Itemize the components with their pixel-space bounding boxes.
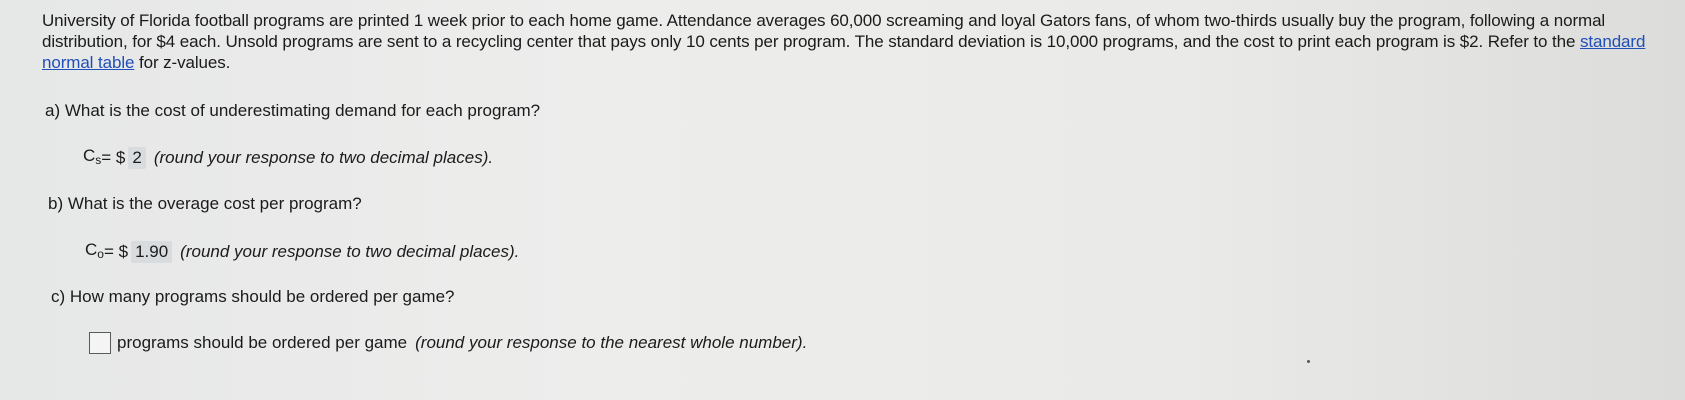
problem-text-end: for z-values.	[134, 53, 231, 72]
answer-c-text: programs should be ordered per game	[117, 333, 408, 352]
answer-row-b	[85, 239, 519, 265]
rounding-note-c: (round your response to the nearest whole number).	[415, 333, 808, 352]
overage-cost-answer[interactable]: 1.90	[131, 241, 172, 263]
overage-cost-label	[85, 239, 104, 265]
question-b: b) What is the overage cost per program?	[48, 194, 362, 213]
var-sub: o	[97, 247, 104, 261]
stray-mark	[1307, 360, 1310, 363]
underage-cost-answer[interactable]: 2	[128, 147, 145, 169]
answer-row-a	[83, 145, 493, 171]
rounding-note-a: (round your response to two decimal places).	[153, 148, 494, 167]
question-a: a) What is the cost of underestimating demand for each program?	[45, 101, 541, 120]
var-sub: s	[95, 153, 102, 167]
equals-dollar: = $	[101, 148, 126, 167]
var-main: C	[85, 240, 98, 259]
problem-statement	[42, 10, 1667, 73]
answer-row-c	[89, 332, 807, 354]
problem-text-start: University of Florida football programs are printed 1 week prior to each home game. Attendance averages 60,000 screaming and loyal Gators fans, of whom two-thirds usually buy the program, following a normal distribution, for $4 each. Unsold programs are sent to a recycling center that pays only 10 cents per program. The standard deviation is 10,000 programs, and the cost to print each program is $2. Refer to the	[42, 11, 1606, 51]
standard-normal-table-link[interactable]: standard normal table	[42, 32, 1646, 72]
underage-cost-label	[83, 145, 101, 171]
rounding-note-b: (round your response to two decimal places).	[180, 242, 520, 261]
var-main: C	[83, 146, 96, 165]
equals-dollar: = $	[103, 242, 129, 261]
programs-ordered-input[interactable]	[89, 332, 111, 354]
question-c: c) How many programs should be ordered per game?	[51, 287, 455, 306]
